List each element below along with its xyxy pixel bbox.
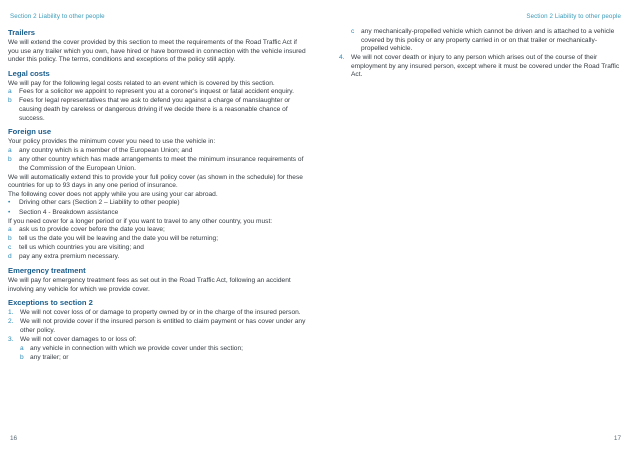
list-item: b any trailer; or xyxy=(20,354,69,362)
exceptions-list xyxy=(8,309,308,344)
list-item: b Fees for legal representatives that we ask to defend you against a charge of manslaughter or causing death by careless or dangerous driving if we decide there is a reasonable chance of success. xyxy=(8,97,291,122)
page-number: 17 xyxy=(613,435,621,442)
section-heading-exceptions: Exceptions to section 2 xyxy=(8,298,93,308)
foreign-use-longer: If you need cover for a longer period or if you want to travel to any other country, you must: xyxy=(8,217,273,225)
list-item: c any mechanically-propelled vehicle which cannot be driven and is attached to a vehicle covered by this policy or any property carried in or on that trailer or mechanically-propelled vehicle. xyxy=(351,28,615,53)
section-heading-legal-costs: Legal costs xyxy=(8,68,50,78)
foreign-use-extend: We will automatically extend this to provide your full policy cover (as shown in the schedule) for these countries for up to 93 days in any one period of insurance. xyxy=(8,173,303,190)
list-item: 2. We will not provide cover if the insured person is entitled to claim payment or has cover under any other policy. xyxy=(8,318,306,334)
list-item: a Fees for a solicitor we appoint to represent you at a coroner's inquest or fatal accident enquiry. xyxy=(8,88,294,96)
foreign-use-countries-list xyxy=(8,147,308,173)
exceptions-sub-list-continued xyxy=(339,28,622,54)
right-page xyxy=(319,0,638,453)
list-item: 1. We will not cover loss of or damage to property owned by or in the charge of the insured person. xyxy=(8,309,301,317)
foreign-use-intro: Your policy provides the minimum cover you need to use the vehicle in: xyxy=(8,138,216,146)
right-column xyxy=(339,28,622,81)
exceptions-sub-list xyxy=(8,345,308,363)
section-heading-trailers: Trailers xyxy=(8,28,36,37)
section-heading-foreign-use: Foreign use xyxy=(8,127,52,137)
left-column xyxy=(8,28,308,363)
list-item: 3. We will not cover damages to or loss of: xyxy=(8,336,137,344)
section-heading-emergency-treatment: Emergency treatment xyxy=(8,266,86,276)
list-item: • Section 4 - Breakdown assistance xyxy=(8,208,119,216)
list-item: c tell us which countries you are visiting; and xyxy=(8,244,144,252)
list-item: a any vehicle in connection with which we provide cover under this section; xyxy=(20,345,243,353)
legal-costs-list xyxy=(8,88,308,123)
page-number: 16 xyxy=(10,435,18,442)
foreign-use-must-list xyxy=(8,226,308,262)
list-item: 4. We will not cover death or injury to any person which arises out of the course of their employment by any insured person, except where it must be covered under the Road Traffic Act. xyxy=(339,54,620,79)
list-item: a any country which is a member of the European Union; and xyxy=(8,146,193,154)
foreign-use-excluded-list xyxy=(8,199,308,217)
trailers-body: We will extend the cover provided by this section to meet the requirements of the Road Traffic Act if you use any trailer which you own, have hired or have borrowed in connection with the vehicle insured under this policy. The terms, conditions and exceptions of the policy still apply. xyxy=(8,39,306,64)
foreign-use-not-apply: The following cover does not apply while you are using your car abroad. xyxy=(8,190,218,198)
list-item: a ask us to provide cover before the date you leave; xyxy=(8,226,165,234)
legal-costs-intro: We will pay for the following legal costs related to an event which is covered by this section. xyxy=(8,79,275,87)
exceptions-list-continued xyxy=(339,54,622,80)
running-head: Section 2 Liability to other people xyxy=(526,13,621,20)
list-item: • Driving other cars (Section 2 – Liability to other people) xyxy=(8,199,180,207)
list-item: b tell us the date you will be leaving and the date you will be returning; xyxy=(8,235,219,243)
list-item: d pay any extra premium necessary. xyxy=(8,253,120,261)
running-head: Section 2 Liability to other people xyxy=(10,13,105,20)
list-item: b any other country which has made arrangements to meet the minimum insurance requirements of the Commission of the European Union. xyxy=(8,155,304,172)
emergency-body: We will pay for emergency treatment fees as set out in the Road Traffic Act, following an accident involving any vehicle for which we provide cover. xyxy=(8,277,291,293)
